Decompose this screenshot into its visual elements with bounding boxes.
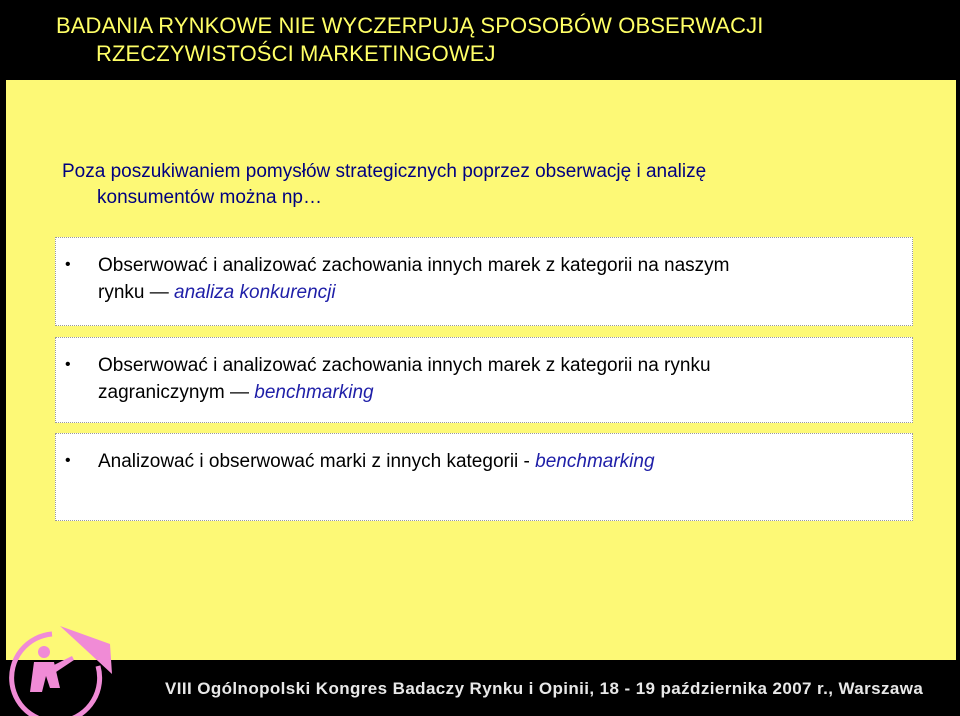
logo-pie-wedge [60, 626, 112, 674]
intro-text [62, 159, 902, 211]
footer-text: VIII Ogólnopolski Kongres Badaczy Rynku i Opinii, 18 - 19 października 2007 r., Warszawa [165, 679, 924, 698]
slide-title-line-2: RZECZYWISTOŚCI MARKETINGOWEJ [96, 41, 496, 66]
bullet-box-competitor-analysis [55, 237, 913, 326]
content-area [6, 80, 956, 660]
bullet-text-prefix: Analizować i obserwować marki z innych kategorii - [98, 451, 536, 472]
accent-term: analiza konkurencji [174, 282, 336, 303]
footer-bar [0, 660, 960, 716]
bullet-icon: • [65, 452, 71, 469]
logo-head [38, 646, 50, 658]
bullet-text-line-1 [98, 448, 898, 475]
bullet-box-cross-category-benchmarking [55, 433, 913, 521]
bullet-text-line-1: Obserwować i analizować zachowania innych marek z kategorii na rynku [98, 355, 711, 376]
logo-arm [52, 656, 74, 672]
bullet-text-line-2 [98, 379, 898, 406]
bullet-text [98, 352, 898, 406]
intro-line-2: konsumentów można np… [97, 187, 322, 208]
accent-term: benchmarking [535, 451, 655, 472]
title-bar [0, 0, 960, 80]
bullet-text-prefix: rynku — [98, 282, 175, 303]
intro-line-1: Poza poszukiwaniem pomysłów strategicznych poprzez obserwację i analizę [62, 161, 707, 182]
bullet-text-line-1: Obserwować i analizować zachowania innych marek z kategorii na naszym [98, 255, 730, 276]
bullet-text [98, 252, 898, 306]
congress-logo-icon [0, 596, 140, 716]
bullet-icon: • [65, 256, 71, 273]
slide-title-line-1: BADANIA RYNKOWE NIE WYCZERPUJĄ SPOSOBÓW OBSERWACJI [56, 13, 764, 38]
bullet-text-line-2 [98, 279, 898, 306]
bullet-box-foreign-benchmarking [55, 337, 913, 423]
bullet-text-prefix: zagraniczynym — [98, 382, 255, 403]
accent-term: benchmarking [254, 382, 374, 403]
bullet-text [98, 448, 898, 475]
bullet-icon: • [65, 356, 71, 373]
